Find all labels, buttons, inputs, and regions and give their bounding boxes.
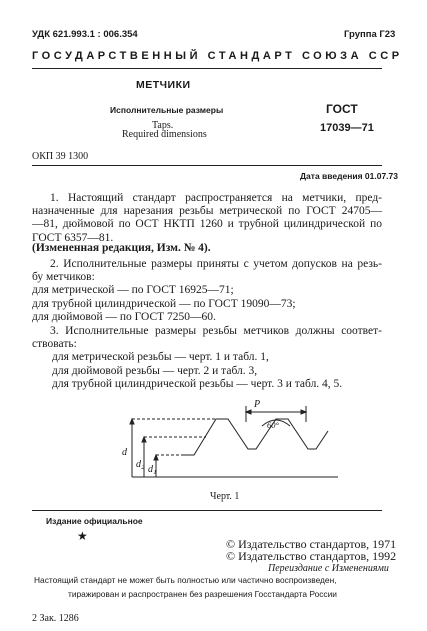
diameter-d1-label: d₁	[148, 464, 157, 475]
angle-label: 60°	[267, 420, 279, 430]
okp-code: ОКП 39 1300	[32, 151, 89, 162]
title-rule	[32, 165, 382, 166]
pitch-arrow-right	[301, 410, 306, 414]
header-rule	[32, 68, 382, 69]
paragraph-1-line: ГОСТ 6357—81.	[32, 231, 114, 244]
paragraph-2-line: для трубной цилиндрической — по ГОСТ 19090—73;	[32, 297, 296, 310]
d2-arrow	[142, 437, 146, 442]
copyright-1971: © Издательство стандартов, 1971	[226, 537, 397, 551]
udk-code: УДК 621.993.1 : 006.354	[32, 29, 138, 40]
paragraph-2-line: для метрической — по ГОСТ 16925—71;	[32, 284, 234, 297]
d-arrow	[130, 419, 134, 424]
english-title-line-2: Required dimensions	[122, 129, 207, 140]
copyright-1992: © Издательство стандартов, 1992	[226, 549, 397, 563]
document-title: МЕТЧИКИ	[136, 79, 191, 91]
official-edition: Издание официальное	[46, 516, 143, 526]
star-icon: ★	[77, 529, 88, 543]
document-subtitle: Исполнительные размеры	[110, 105, 224, 115]
paragraph-2-line: 2. Исполнительные размеры приняты с учетом допусков на резь-	[50, 258, 382, 270]
paragraph-1-line: —81, дюймовой по ОСТ НКТП 1260 и трубной цилиндрической по	[32, 218, 382, 231]
d1-arrow	[154, 455, 158, 460]
group-code: Группа Г23	[344, 29, 396, 40]
drawing-caption: Черт. 1	[210, 491, 240, 502]
paragraph-1-line: 1. Настоящий стандарт распространяется на метчики, пред-	[50, 192, 382, 204]
paragraph-1-line: назначенные для нарезания резьбы метрической по ГОСТ 24705—	[32, 205, 382, 218]
paragraph-3-line: для дюймовой резьбы — черт. 2 и табл. 3,	[52, 364, 258, 377]
pitch-arrow-left	[246, 410, 251, 414]
reissue-note: Переиздание с Изменениями	[268, 563, 389, 574]
amendment-note: (Измененная редакция, Изм. № 4).	[32, 242, 211, 254]
thread-profile-outline	[182, 419, 328, 455]
paragraph-3-line: для трубной цилиндрической резьбы — черт. 3 и табл. 4, 5.	[52, 377, 343, 390]
state-standard-heading: ГОСУДАРСТВЕННЫЙ СТАНДАРТ СОЮЗА ССР	[32, 50, 403, 62]
paragraph-3-line: ствовать:	[32, 338, 77, 351]
english-title-line-1: Taps.	[152, 120, 174, 131]
paragraph-2-line: бу метчиков:	[32, 271, 95, 284]
footer-rule	[32, 510, 382, 511]
gost-label: ГОСТ	[326, 102, 358, 116]
diameter-d2-label: d₂	[136, 459, 145, 470]
copyright-notice-line-2: тиражирован и распространен без разрешения Госстандарта России	[68, 589, 337, 599]
paragraph-2	[32, 258, 382, 324]
intro-date: Дата введения 01.07.73	[300, 171, 398, 181]
gost-number: 17039—71	[320, 122, 374, 134]
paragraph-2-line: для дюймовой — по ГОСТ 7250—60.	[32, 310, 216, 323]
thread-profile-drawing	[110, 398, 350, 496]
paragraph-3-line: 3. Исполнительные размеры резьбы метчиков должны соответ-	[50, 325, 382, 337]
order-number: 2 Зак. 1286	[32, 613, 79, 624]
copyright-notice-line-1: Настоящий стандарт не может быть полностью или частично воспроизведен,	[34, 575, 337, 585]
pitch-label: P	[254, 399, 261, 410]
paragraph-1	[32, 192, 382, 245]
paragraph-3-line: для метрической резьбы — черт. 1 и табл. 1,	[52, 351, 269, 364]
diameter-d-label: d	[122, 447, 127, 458]
paragraph-3	[32, 325, 382, 391]
